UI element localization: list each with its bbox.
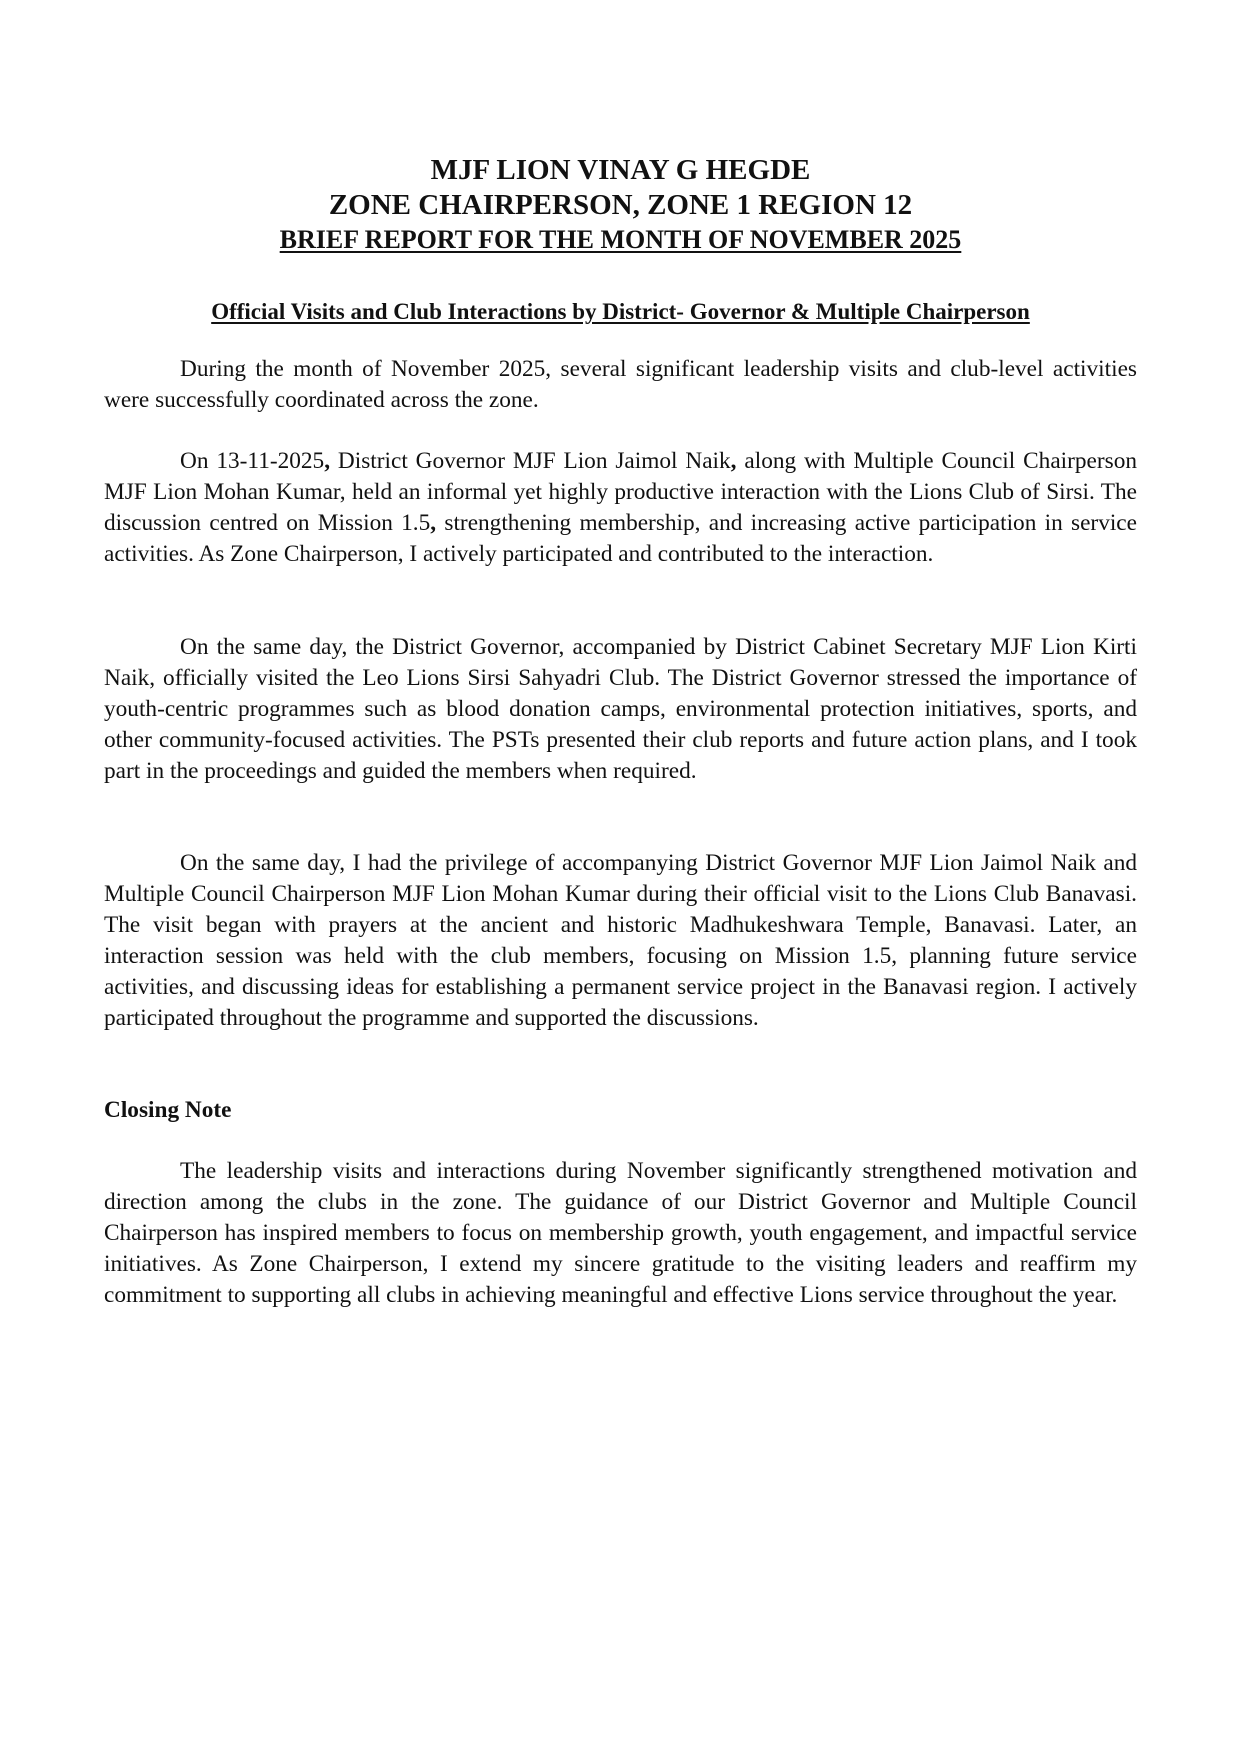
closing-heading: Closing Note: [104, 1097, 232, 1123]
p2-governor-text: District Governor MJF Lion Jaimol Naik: [330, 448, 731, 474]
paragraph-sirsi-interaction: [104, 446, 1137, 570]
section-heading: Official Visits and Club Interactions by District- Governor & Multiple Chairperson: [211, 299, 1030, 324]
p2-closing-text: strengthening membership, and increasing active participation in service activities. As Zone Chairperson, I actively participated and contributed to the interaction.: [104, 510, 1137, 567]
author-name: MJF LION VINAY G HEGDE: [430, 154, 811, 186]
paragraph-closing-note: The leadership visits and interactions during November significantly strengthened motivation and direction among the clubs in the zone. The guidance of our District Governor and Multiple Council Chairperson has inspired members to focus on membership growth, youth engagement, and impactful service initiatives. As Zone Chairperson, I extend my sincere gratitude to the visiting leaders and reaffirm my commitment to supporting all clubs in achieving meaningful and effective Lions service throughout the year.: [104, 1158, 1137, 1308]
paragraph-leo-club-visit: On the same day, the District Governor, accompanied by District Cabinet Secretary MJF Lion Kirti Naik, officially visited the Leo Lions Sirsi Sahyadri Club. The District Governor stressed the importance of youth-centric programmes such as blood donation camps, environmental protection initiatives, sports, and other community-focused activities. The PSTs presented their club reports and future action plans, and I took part in the proceedings and guided the members when required.: [104, 634, 1137, 784]
p2-interaction-text: along with Multiple Council Chairperson MJF Lion Mohan Kumar, held an informal yet highly productive interaction with the Lions Club of Sirsi. The discussion centred on Mission 1.5: [104, 448, 1137, 536]
p2-date-text: On 13-11-2025: [180, 448, 325, 474]
paragraph-banavasi-visit: On the same day, I had the privilege of accompanying District Governor MJF Lion Jaimol Naik and Multiple Council Chairperson MJF Lion Mohan Kumar during their official visit to the Lions Club Banavasi. The visit began with prayers at the ancient and historic Madhukeshwara Temple, Banavasi. Later, an interaction session was held with the club members, focusing on Mission 1.5, planning future service activities, and discussing ideas for establishing a permanent service project in the Banavasi region. I actively participated throughout the programme and supported the discussions.: [104, 850, 1137, 1031]
p2-bold-comma: ,: [324, 448, 331, 474]
author-position: ZONE CHAIRPERSON, ZONE 1 REGION 12: [328, 189, 913, 221]
report-title: BRIEF REPORT FOR THE MONTH OF NOVEMBER 2025: [279, 225, 962, 254]
paragraph-intro: During the month of November 2025, several significant leadership visits and club-level activities were successfully coordinated across the zone.: [104, 356, 1137, 413]
p2-bold-comma: ,: [430, 510, 437, 536]
p2-bold-comma: ,: [730, 448, 737, 474]
